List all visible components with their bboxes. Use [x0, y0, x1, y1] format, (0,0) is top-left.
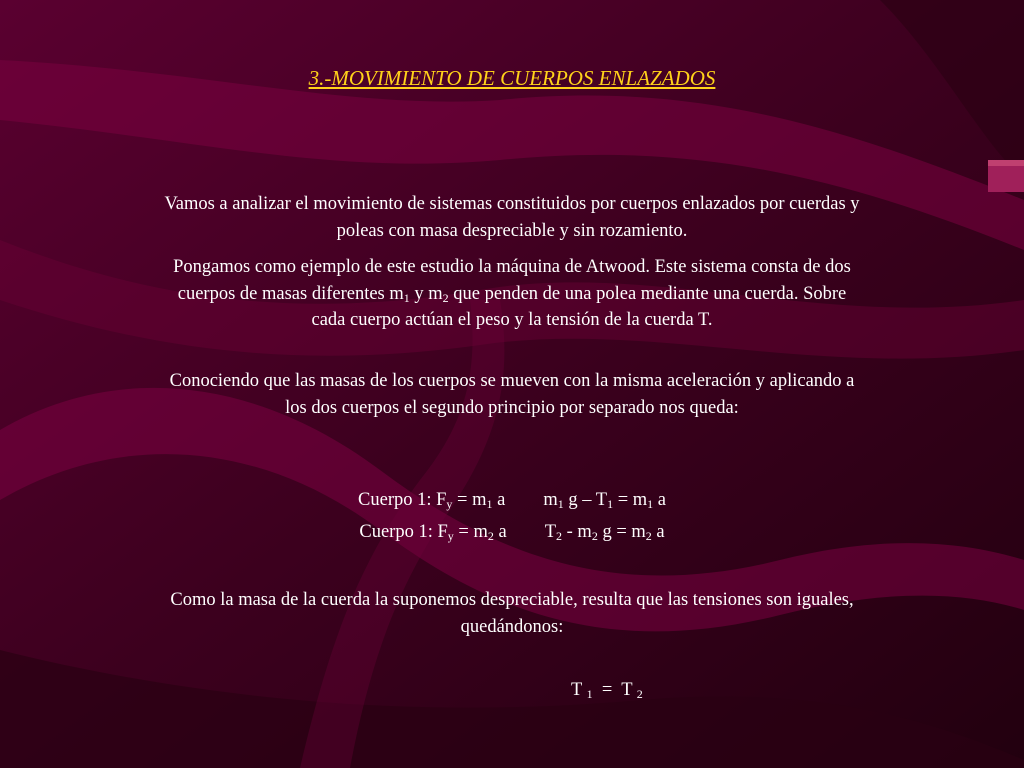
result-sub1: 1 [586, 687, 593, 701]
eq1-a: a [492, 490, 506, 510]
slide-title: 3.-MOVIMIENTO DE CUERPOS ENLAZADOS [308, 66, 716, 90]
eq1-r4: a [653, 490, 666, 510]
eq2-r2-sub: 2 [591, 529, 598, 543]
eq2-r2: - m [562, 522, 592, 542]
eq1-sub-y: y [446, 497, 453, 511]
equation-body-2 [160, 519, 864, 546]
eq2-eq: = m [453, 522, 488, 542]
atwood-paragraph [160, 254, 864, 334]
eq1-r2-sub: 1 [607, 497, 614, 511]
result-sub2: 2 [636, 687, 643, 701]
eq2-r4: a [651, 522, 665, 542]
eq2-a: a [493, 522, 507, 542]
eq2-r1: T [544, 522, 556, 542]
eq2-sub-m: 2 [487, 529, 494, 543]
eq1-r3-sub: 1 [647, 497, 654, 511]
eq2-lead: Cuerpo 1: F [359, 522, 448, 542]
tension-equality [571, 680, 643, 701]
eq2-r1-sub: 2 [556, 529, 562, 543]
eq1-r3: = m [613, 490, 648, 510]
eq1-lead: Cuerpo 1: F [358, 490, 447, 510]
eq2-r3: g = m [597, 522, 646, 542]
result-t1: T [571, 680, 587, 700]
atwood-text-mid: y m [409, 283, 443, 304]
eq2-r3-sub: 2 [645, 529, 652, 543]
result-mid: = T [592, 680, 637, 700]
eq1-sub-m: 1 [486, 497, 493, 511]
atwood-text-pre: Pongamos como ejemplo de este estudio la máquina de Atwood. Este sistema consta de dos cuerpos de masas diferentes m [173, 257, 851, 304]
tension-paragraph: Como la masa de la cuerda la suponemos despreciable, resulta que las tensiones son iguales, quedándonos: [170, 590, 854, 637]
eq2-sub-y: y [447, 529, 454, 543]
acceleration-paragraph: Conociendo que las masas de los cuerpos se mueven con la misma aceleración y aplicando a los dos cuerpos el segundo principio por separado nos queda: [169, 371, 855, 418]
equation-body-1 [160, 487, 864, 514]
eq1-r1-sub: 1 [557, 497, 564, 511]
eq1-r1: m [543, 490, 558, 510]
m2-subscript: 2 [442, 290, 449, 305]
eq1-r2: g – T [563, 490, 608, 510]
eq1-eq: = m [452, 490, 487, 510]
intro-paragraph: Vamos a analizar el movimiento de sistemas constituidos por cuerpos enlazados por cuerdas y poleas con masa despreciable y sin rozamiento. [164, 194, 860, 241]
m1-subscript: 1 [403, 290, 410, 305]
atwood-text-post: que penden de una polea mediante una cuerda. Sobre cada cuerpo actúan el peso y la tensión de la cuerda T. [311, 283, 847, 330]
